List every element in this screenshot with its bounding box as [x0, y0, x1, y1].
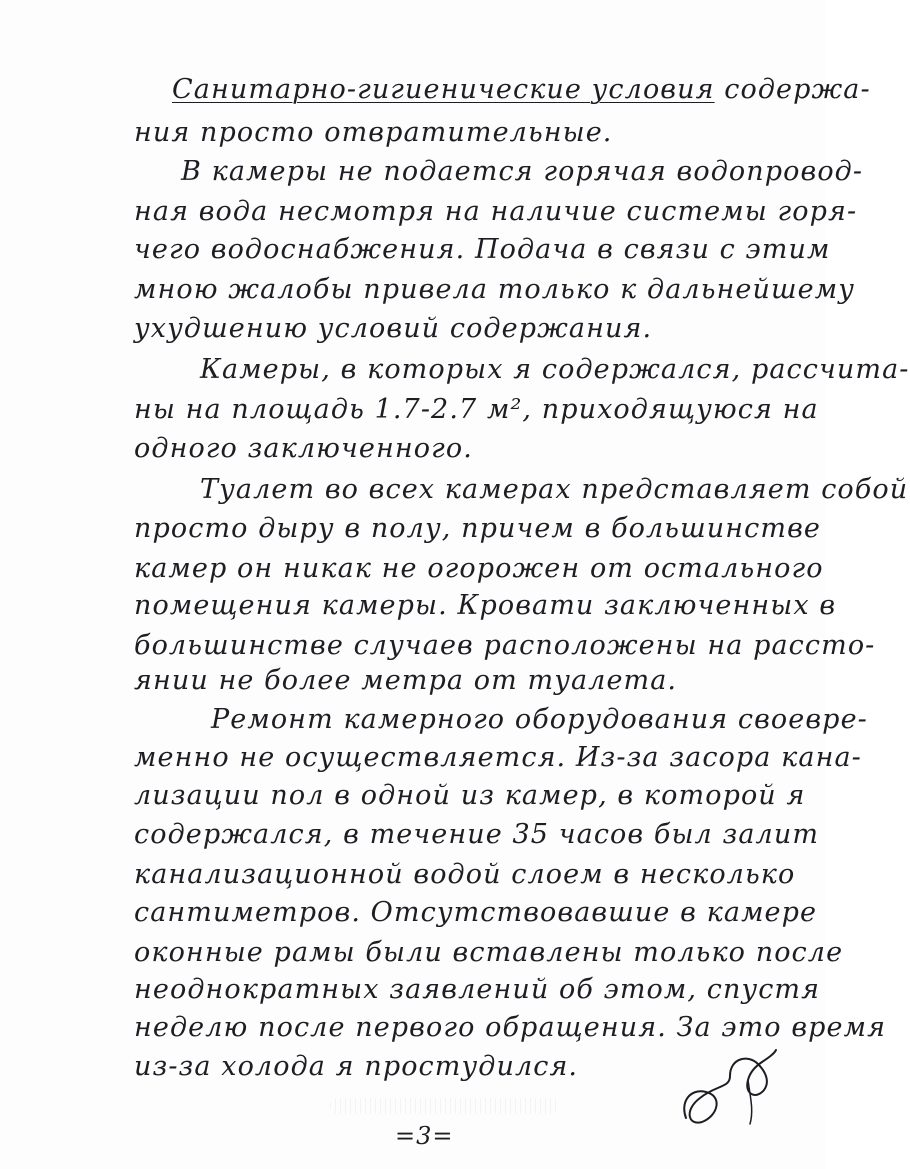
text-line-20: содержался, в течение 35 часов был залит: [134, 819, 820, 850]
text-line-13: камер он никак не огорожен от остального: [134, 553, 824, 584]
text-line-23: оконные рамы были вставлены только после: [134, 937, 844, 968]
text-line-3: В камеры не подается горячая водопровод-: [181, 156, 864, 187]
heading-underlined: Санитарно-гигиенические условия: [172, 74, 715, 105]
text-line-5: чего водоснабжения. Подача в связи с этим: [134, 234, 831, 265]
text-line-6: мною жалобы привела только к дальнейшему: [134, 274, 855, 305]
text-line-18: менно не осуществляется. Из-за засора кана-: [134, 742, 862, 773]
line-1-rest: содержа-: [714, 74, 871, 105]
text-line-7: ухудшению условий содержания.: [134, 313, 653, 344]
page-number: =3=: [395, 1122, 454, 1150]
text-line-11: Туалет во всех камерах представляет собой: [200, 474, 909, 505]
text-line-15: большинстве случаев расположены на рассто-: [134, 630, 876, 661]
text-line-25: неделю после первого обращения. За это время: [134, 1012, 887, 1043]
text-line-17: Ремонт камерного оборудования своевре-: [211, 704, 868, 735]
text-line-1: [172, 74, 871, 106]
text-line-4: ная вода несмотря на наличие системы горя-: [134, 196, 858, 227]
text-line-14: помещения камеры. Кровати заключенных в: [134, 590, 837, 621]
text-line-24: неоднократных заявлений об этом, спустя: [134, 974, 821, 1005]
text-line-2: ния просто отвратительные.: [134, 117, 613, 148]
faint-background-marks: [330, 1098, 560, 1114]
text-line-16: янии не более метра от туалета.: [134, 665, 678, 696]
text-line-12: просто дыру в полу, причем в большинстве: [134, 513, 821, 544]
text-line-19: лизации пол в одной из камер, в которой я: [134, 780, 806, 811]
text-line-22: сантиметров. Отсутствовавшие в камере: [134, 897, 818, 928]
handwritten-signature: [678, 1040, 778, 1125]
text-line-9: ны на площадь 1.7-2.7 м², приходящуюся на: [134, 394, 819, 425]
text-line-8: Камеры, в которых я содержался, рассчита-: [200, 354, 910, 385]
text-line-26: из-за холода я простудился.: [134, 1051, 579, 1082]
text-line-21: канализационной водой слоем в несколько: [134, 859, 796, 890]
text-line-10: одного заключенного.: [134, 433, 473, 464]
